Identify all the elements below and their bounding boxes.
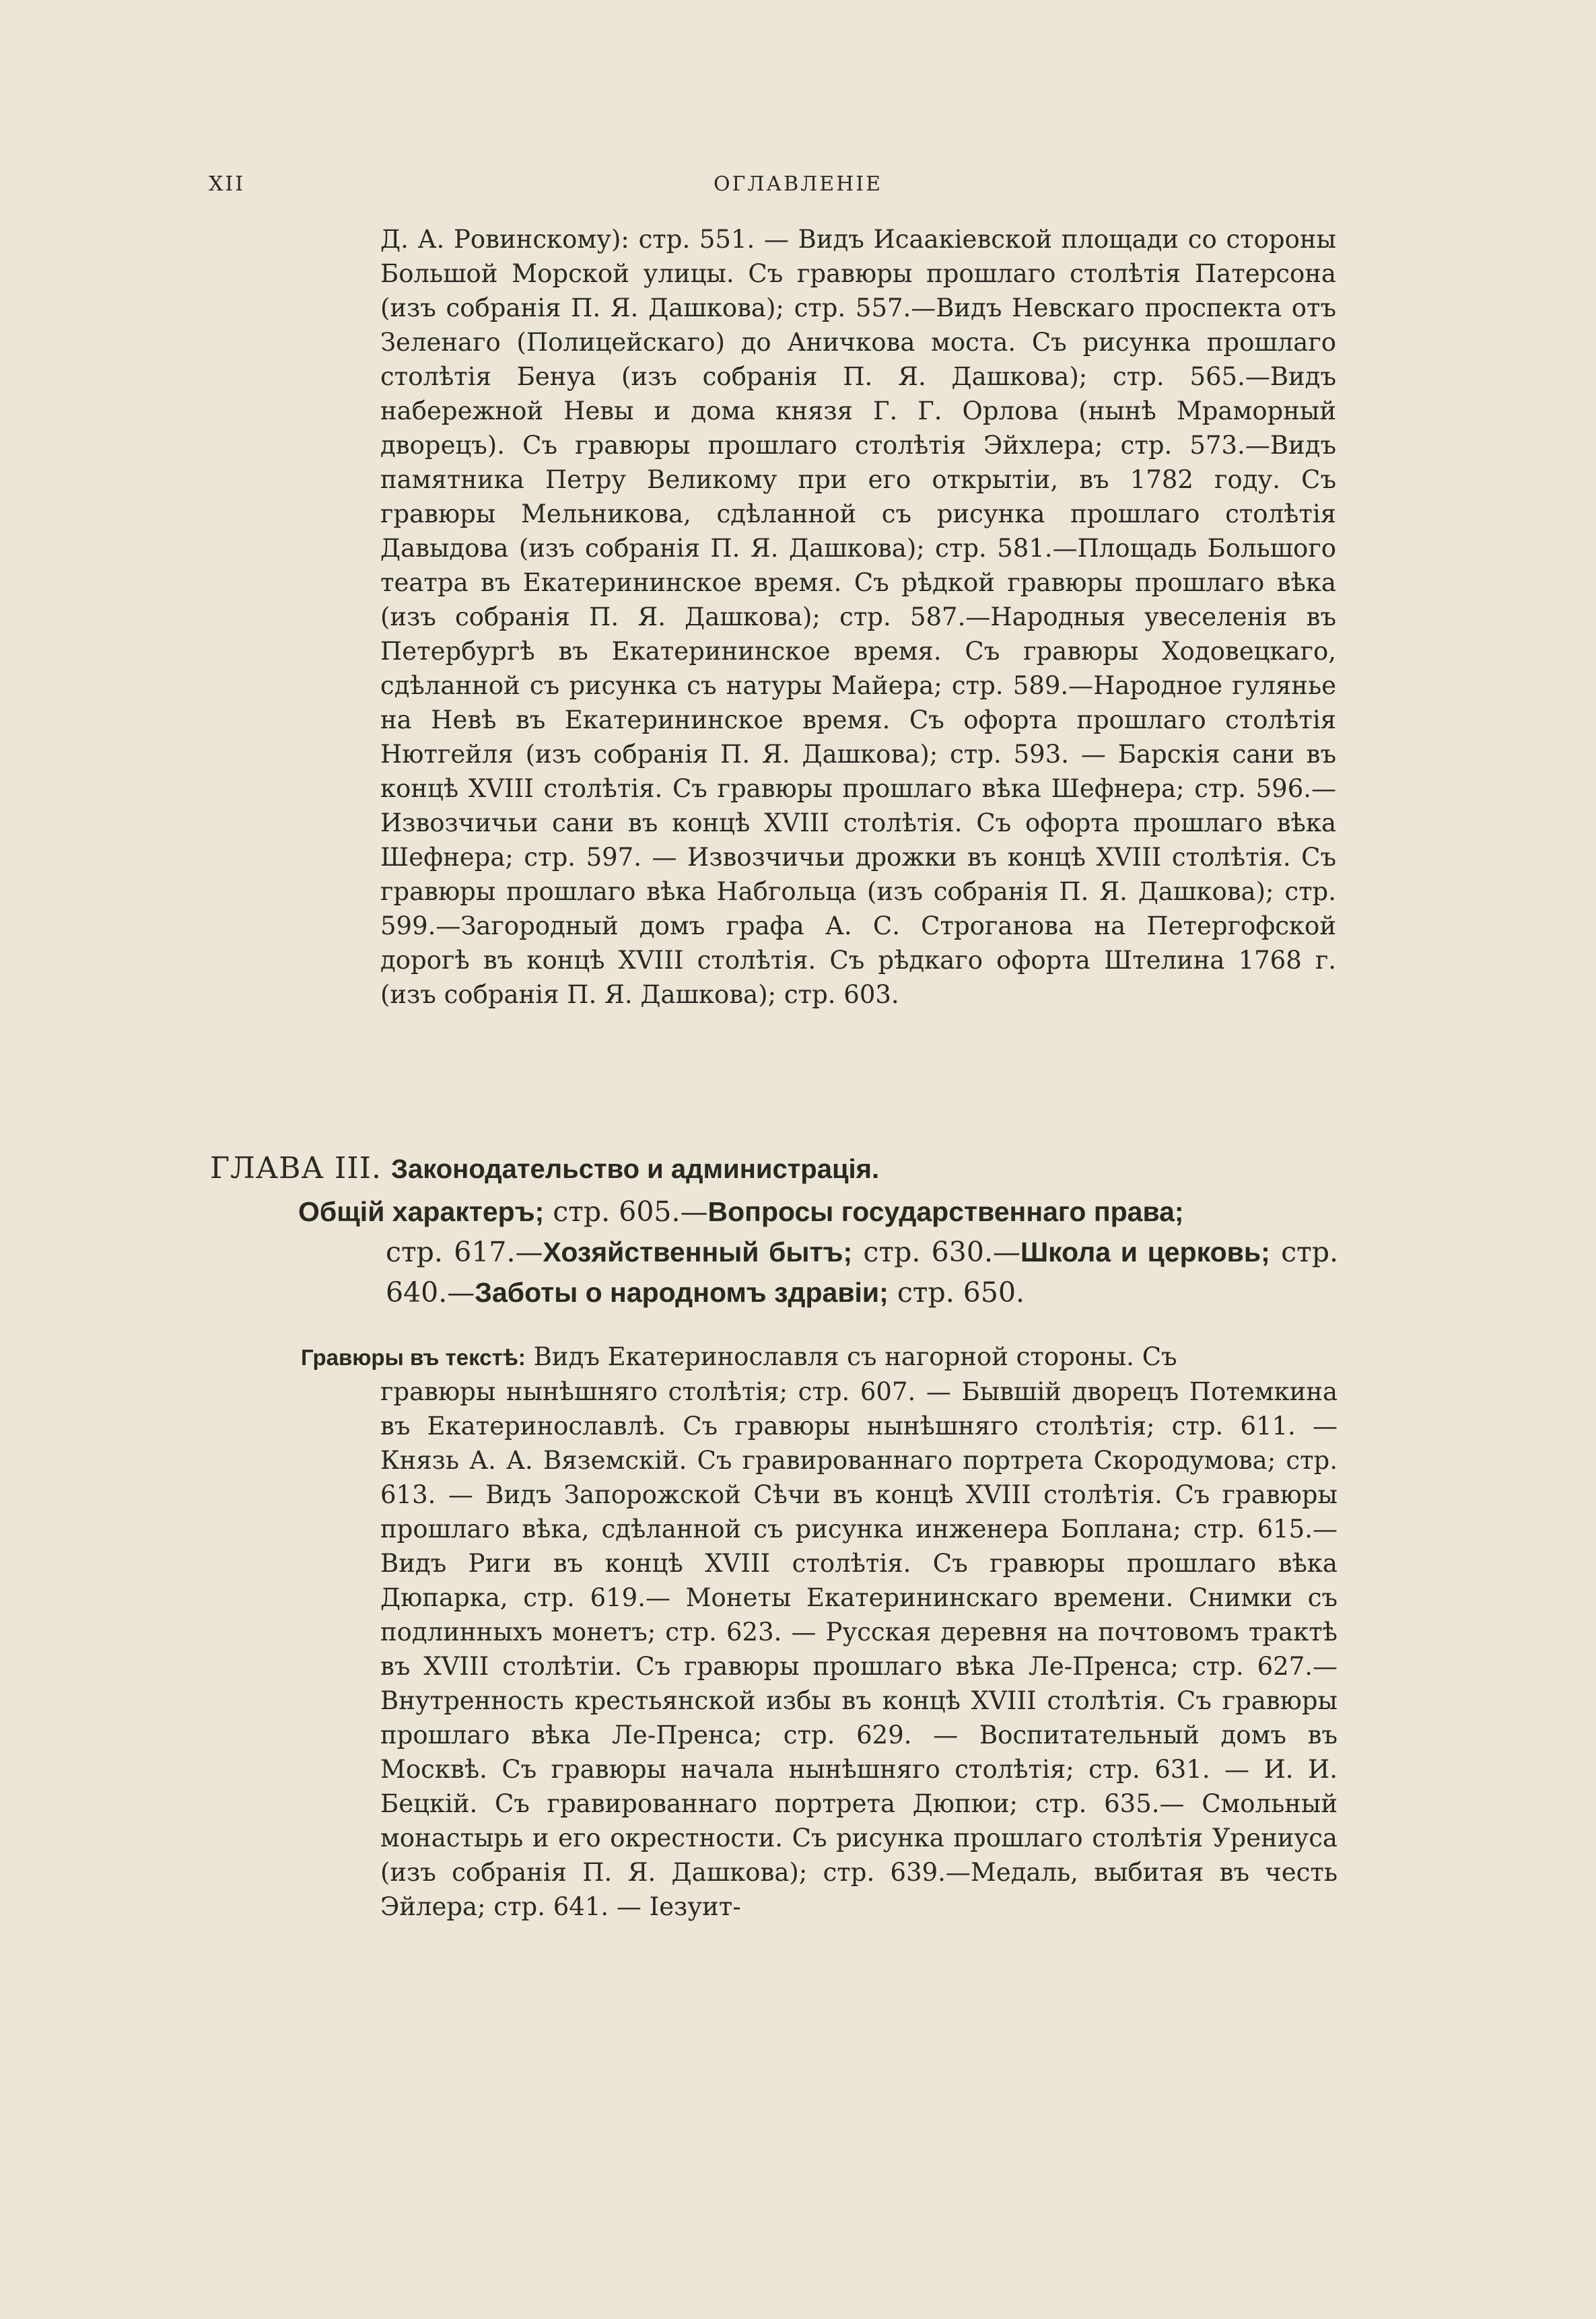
section-title: Хозяйственный бытъ; [543, 1237, 853, 1268]
illustrations-label: Гравюры въ текстѣ: [301, 1345, 526, 1370]
page-number: XII [209, 172, 246, 196]
section-page: стр. 650. [888, 1276, 1025, 1309]
running-head [209, 172, 1387, 199]
illustrations-first-text: Видъ Екатеринославля съ нагорной стороны. Съ [525, 1342, 1177, 1371]
section-title: Общій характеръ; [298, 1196, 545, 1227]
chapter-heading [210, 1148, 1354, 1189]
section-page: стр. 605.— [544, 1196, 708, 1228]
illustrations-list-continued: Д. А. Ровинскому): стр. 551. — Видъ Исаакіевской площади со стороны Большой Морской улицы. Съ гравюры прошлаго столѣтія Патерсона (изъ собранія П. Я. Дашкова); стр. 557.—Видъ Невскаго проспекта отъ Зеленаго (Полицейскаго) до Аничкова моста. Съ рисунка прошлаго столѣтія Бенуа (изъ собранія П. Я. Дашкова); стр. 565.—Видъ набережной Невы и дома князя Г. Г. Орлова (нынѣ Мраморный дворецъ). Съ гравюры прошлаго столѣтія Эйхлера; стр. 573.—Видъ памятника Петру Великому при его открытіи, въ 1782 году. Съ гравюры Мельникова, сдѣланной съ рисунка прошлаго столѣтія Давыдова (изъ собранія П. Я. Дашкова); стр. 581.—Площадь Большого театра въ Екатерининское время. Съ рѣдкой гравюры прошлаго вѣка (изъ собранія П. Я. Дашкова); стр. 587.—Народныя увеселенія въ Петербургѣ въ Екатерининское время. Съ гравюры Ходовецкаго, сдѣланной съ рисунка съ натуры Майера; стр. 589.—Народное гулянье на Невѣ въ Екатерининское время. Съ офорта прошлаго столѣтія Нютгейля (изъ собранія П. Я. Дашкова); стр. 593. — Барскія сани въ концѣ XVIII столѣтія. Съ гравюры прошлаго вѣка Шефнера; стр. 596.—Извозчичьи сани въ концѣ XVIII столѣтія. Съ офорта прошлаго вѣка Шефнера; стр. 597. — Извозчичьи дрожки въ концѣ XVIII столѣтія. Съ гравюры прошлаго вѣка Набгольца (изъ собранія П. Я. Дашкова); стр. 599.—Загородный домъ графа А. С. Строганова на Петергофской дорогѣ въ концѣ XVIII столѣтія. Съ рѣдкаго офорта Штелина 1768 г. (изъ собранія П. Я. Дашкова); стр. 603. [380, 225, 1336, 1009]
section-page: стр. 617.— [386, 1236, 543, 1268]
chapter-sections [298, 1191, 1338, 1313]
section-page: стр. 640.— [386, 1236, 1338, 1309]
section-title: Школа и церковь; [1020, 1237, 1270, 1268]
chapter-title: Законодательство и администрація. [390, 1154, 880, 1184]
sections-line-1 [298, 1191, 1338, 1232]
running-title: ОГЛАВЛЕНІЕ [713, 172, 883, 196]
section-title: Заботы о народномъ здравіи; [475, 1277, 889, 1308]
illustrations-first-line [301, 1342, 1177, 1371]
illustrations-list [301, 1340, 1338, 1924]
chapter-number: ГЛАВА III. [210, 1151, 382, 1185]
section-page: стр. 630.— [852, 1236, 1020, 1268]
section-title: Вопросы государственнаго права; [707, 1196, 1184, 1227]
illustrations-text: гравюры нынѣшняго столѣтія; стр. 607. — Бывшій дворецъ Потемкина въ Екатеринославлѣ. Съ гравюры нынѣшняго столѣтія; стр. 611. — Князь А. А. Вяземскій. Съ гравированнаго портрета Скородумова; стр. 613. — Видъ Запорожской Сѣчи въ концѣ XVIII столѣтія. Съ гравюры прошлаго вѣка, сдѣланной съ рисунка инженера Боплана; стр. 615.—Видъ Риги въ концѣ XVIII столѣтія. Съ гравюры прошлаго вѣка Дюпарка, стр. 619.— Монеты Екатерининскаго времени. Снимки съ подлинныхъ монетъ; стр. 623. — Русская деревня на почтовомъ трактѣ въ XVIII столѣтіи. Съ гравюры прошлаго вѣка Ле-Пренса; стр. 627.— Внутренность крестьянской избы въ концѣ XVIII столѣтія. Съ гравюры прошлаго вѣка Ле-Пренса; стр. 629. — Воспитательный домъ въ Москвѣ. Съ гравюры начала нынѣшняго столѣтія; стр. 631. — И. И. Бецкій. Съ гравированнаго портрета Дюпюи; стр. 635.— Смольный монастырь и его окрестности. Съ рисунка прошлаго столѣтія Урениуса (изъ собранія П. Я. Дашкова); стр. 639.—Медаль, выбитая въ честь Эйлера; стр. 641. — Іезуит- [380, 1377, 1338, 1921]
sections-continuation [298, 1232, 1338, 1313]
